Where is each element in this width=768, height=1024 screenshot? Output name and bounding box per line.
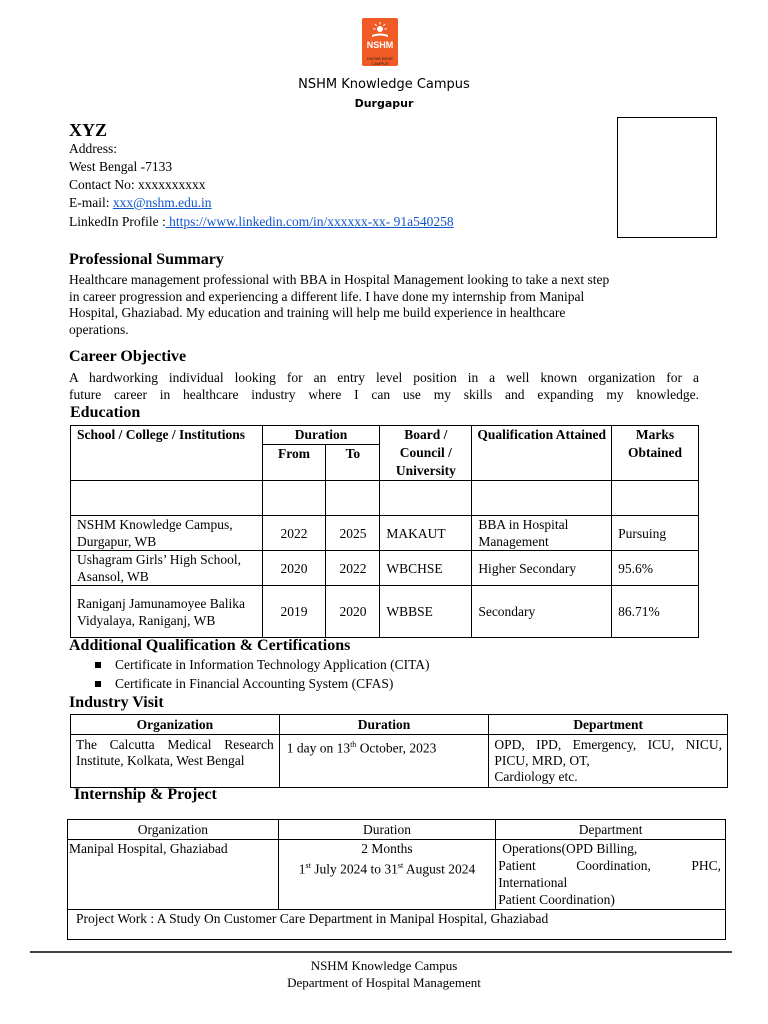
- footer-department: Department of Hospital Management: [287, 975, 481, 990]
- cell-school: Ushagram Girls’ High School, Asansol, WB: [71, 551, 263, 586]
- project-text: : A Study On Customer Care Department in Manipal Hospital, Ghaziabad: [147, 911, 549, 926]
- linkedin-label: LinkedIn Profile :: [69, 214, 166, 229]
- cell-to: 2022: [326, 551, 380, 586]
- objective-line: future career in healthcare industry where I can use my skills and expanding my knowledge.: [69, 386, 699, 402]
- cell-to: 2020: [326, 586, 380, 638]
- col-duration: Duration: [278, 820, 496, 840]
- certification-text: Certificate in Information Technology Application (CITA): [115, 657, 430, 672]
- duration-text: October, 2023: [356, 740, 437, 756]
- email-row: [69, 195, 212, 211]
- col-organization: Organization: [71, 715, 280, 735]
- logo-subtext: KNOWLEDGE CAMPUS: [366, 56, 393, 66]
- table-row-project: [68, 910, 726, 940]
- table-row: [71, 735, 728, 788]
- summary-line: operations.: [69, 321, 129, 337]
- duration-sup: st: [397, 861, 404, 870]
- col-department: Department: [496, 820, 726, 840]
- cell-school: Raniganj Jamunamoyee Balika Vidyalaya, Raniganj, WB: [71, 586, 263, 638]
- cell-school: NSHM Knowledge Campus, Durgapur, WB: [71, 516, 263, 551]
- col-qualification: Qualification Attained: [472, 426, 612, 481]
- duration-text: 1: [298, 861, 306, 877]
- duration-text: August 2024: [403, 861, 476, 877]
- dept-line: PICU, MRD, OT,: [494, 753, 590, 768]
- duration-text: July 2024 to 31: [310, 861, 398, 877]
- objective-heading: Career Objective: [69, 348, 187, 365]
- campus-title: NSHM Knowledge Campus: [298, 77, 470, 92]
- cell-qualification: BBA in Hospital Management: [472, 516, 612, 551]
- objective-text: [69, 370, 699, 403]
- email-label: E-mail:: [69, 195, 113, 210]
- duration-range: [279, 857, 496, 878]
- address-line: West Bengal -7133: [69, 159, 173, 174]
- cell-qualification: Higher Secondary: [472, 551, 612, 586]
- campus-city: Durgapur: [354, 97, 414, 110]
- cell-from: 2022: [262, 516, 326, 551]
- certifications-heading: Additional Qualification & Certifications: [69, 637, 351, 654]
- table-row: [68, 840, 726, 910]
- cell-marks: 86.71%: [612, 586, 699, 638]
- cell-board: WBCHSE: [380, 551, 472, 586]
- cell-organization: [71, 735, 280, 788]
- linkedin-link[interactable]: https://www.linkedin.com/in/xxxxxx-xx- 91a540258: [165, 214, 454, 229]
- col-school: School / College / Institutions: [71, 426, 263, 481]
- cell-marks: Pursuing: [612, 516, 699, 551]
- internship-table: [67, 819, 726, 940]
- col-duration: Duration: [262, 426, 380, 445]
- cell-duration: [278, 840, 496, 910]
- candidate-name: XYZ: [69, 120, 108, 140]
- linkedin-row: [69, 214, 454, 230]
- col-to: To: [326, 445, 380, 481]
- education-table: [70, 425, 699, 638]
- sun-book-icon: [370, 22, 390, 38]
- list-item: [95, 676, 393, 692]
- bullet-icon: [95, 681, 101, 687]
- summary-text: [69, 272, 699, 338]
- photo-placeholder: [617, 117, 717, 238]
- industry-visit-table: [70, 714, 728, 788]
- footer-divider: [30, 951, 732, 953]
- col-board: Board / Council / University: [380, 426, 472, 481]
- project-label: Project Work: [76, 911, 148, 926]
- cell-duration: [279, 735, 489, 788]
- dept-line: Patient Coordination): [498, 892, 615, 907]
- duration-text: 1 day on 13: [286, 740, 351, 756]
- dept-line: International: [498, 875, 568, 890]
- certification-text: Certificate in Financial Accounting System (CFAS): [115, 676, 394, 691]
- duration-text: 2 Months: [361, 841, 413, 856]
- org-line: Institute, Kolkata, West Bengal: [76, 753, 245, 768]
- cell-organization: Manipal Hospital, Ghaziabad: [68, 840, 279, 910]
- cell-qualification: Secondary: [472, 586, 612, 638]
- logo-text: NSHM: [366, 40, 394, 50]
- objective-line: A hardworking individual looking for an entry level position in a well known organization for a: [69, 370, 699, 385]
- summary-line: Hospital, Ghaziabad. My education and training will help me build experience in healthcare: [69, 305, 566, 320]
- footer-campus: NSHM Knowledge Campus: [310, 958, 458, 973]
- cell-from: 2020: [262, 551, 326, 586]
- cell-department: [496, 840, 726, 910]
- duration-sup: st: [305, 861, 311, 870]
- education-heading: Education: [70, 404, 141, 421]
- list-item: [95, 657, 430, 673]
- cell-from: 2019: [262, 586, 326, 638]
- email-link[interactable]: xxx@nshm.edu.in: [112, 195, 212, 210]
- cell-board: WBBSE: [380, 586, 472, 638]
- address-label: Address:: [69, 141, 117, 156]
- cell-marks: 95.6%: [612, 551, 699, 586]
- summary-line: in career progression and experiencing a different life. I have done my internship from Manipal: [69, 288, 585, 304]
- org-line: The Calcutta Medical Research: [76, 737, 274, 752]
- cell-board: MAKAUT: [380, 516, 472, 551]
- col-organization: Organization: [68, 820, 279, 840]
- cell-department: [489, 735, 728, 788]
- bullet-icon: [95, 662, 101, 668]
- summary-heading: Professional Summary: [69, 251, 224, 268]
- duration-sup: th: [350, 740, 357, 749]
- dept-line: Operations(OPD Billing,: [502, 841, 638, 856]
- contact-number: Contact No: xxxxxxxxxx: [69, 177, 206, 192]
- col-marks: Marks Obtained: [612, 426, 699, 481]
- industry-visit-heading: Industry Visit: [69, 694, 164, 711]
- cell-to: 2025: [326, 516, 380, 551]
- table-row: [71, 586, 699, 638]
- table-row: [71, 551, 699, 586]
- dept-line: Cardiology etc.: [494, 769, 578, 784]
- summary-line: Healthcare management professional with BBA in Hospital Management looking to take a next step: [69, 272, 610, 287]
- dept-line: OPD, IPD, Emergency, ICU, NICU,: [494, 737, 722, 752]
- col-duration: Duration: [279, 715, 489, 735]
- col-from: From: [262, 445, 326, 481]
- cell-project: [68, 910, 726, 940]
- internship-heading: Internship & Project: [74, 786, 217, 803]
- table-row-empty: [71, 481, 699, 516]
- col-department: Department: [489, 715, 728, 735]
- dept-line: Patient Coordination, PHC,: [498, 858, 721, 873]
- table-row: [71, 516, 699, 551]
